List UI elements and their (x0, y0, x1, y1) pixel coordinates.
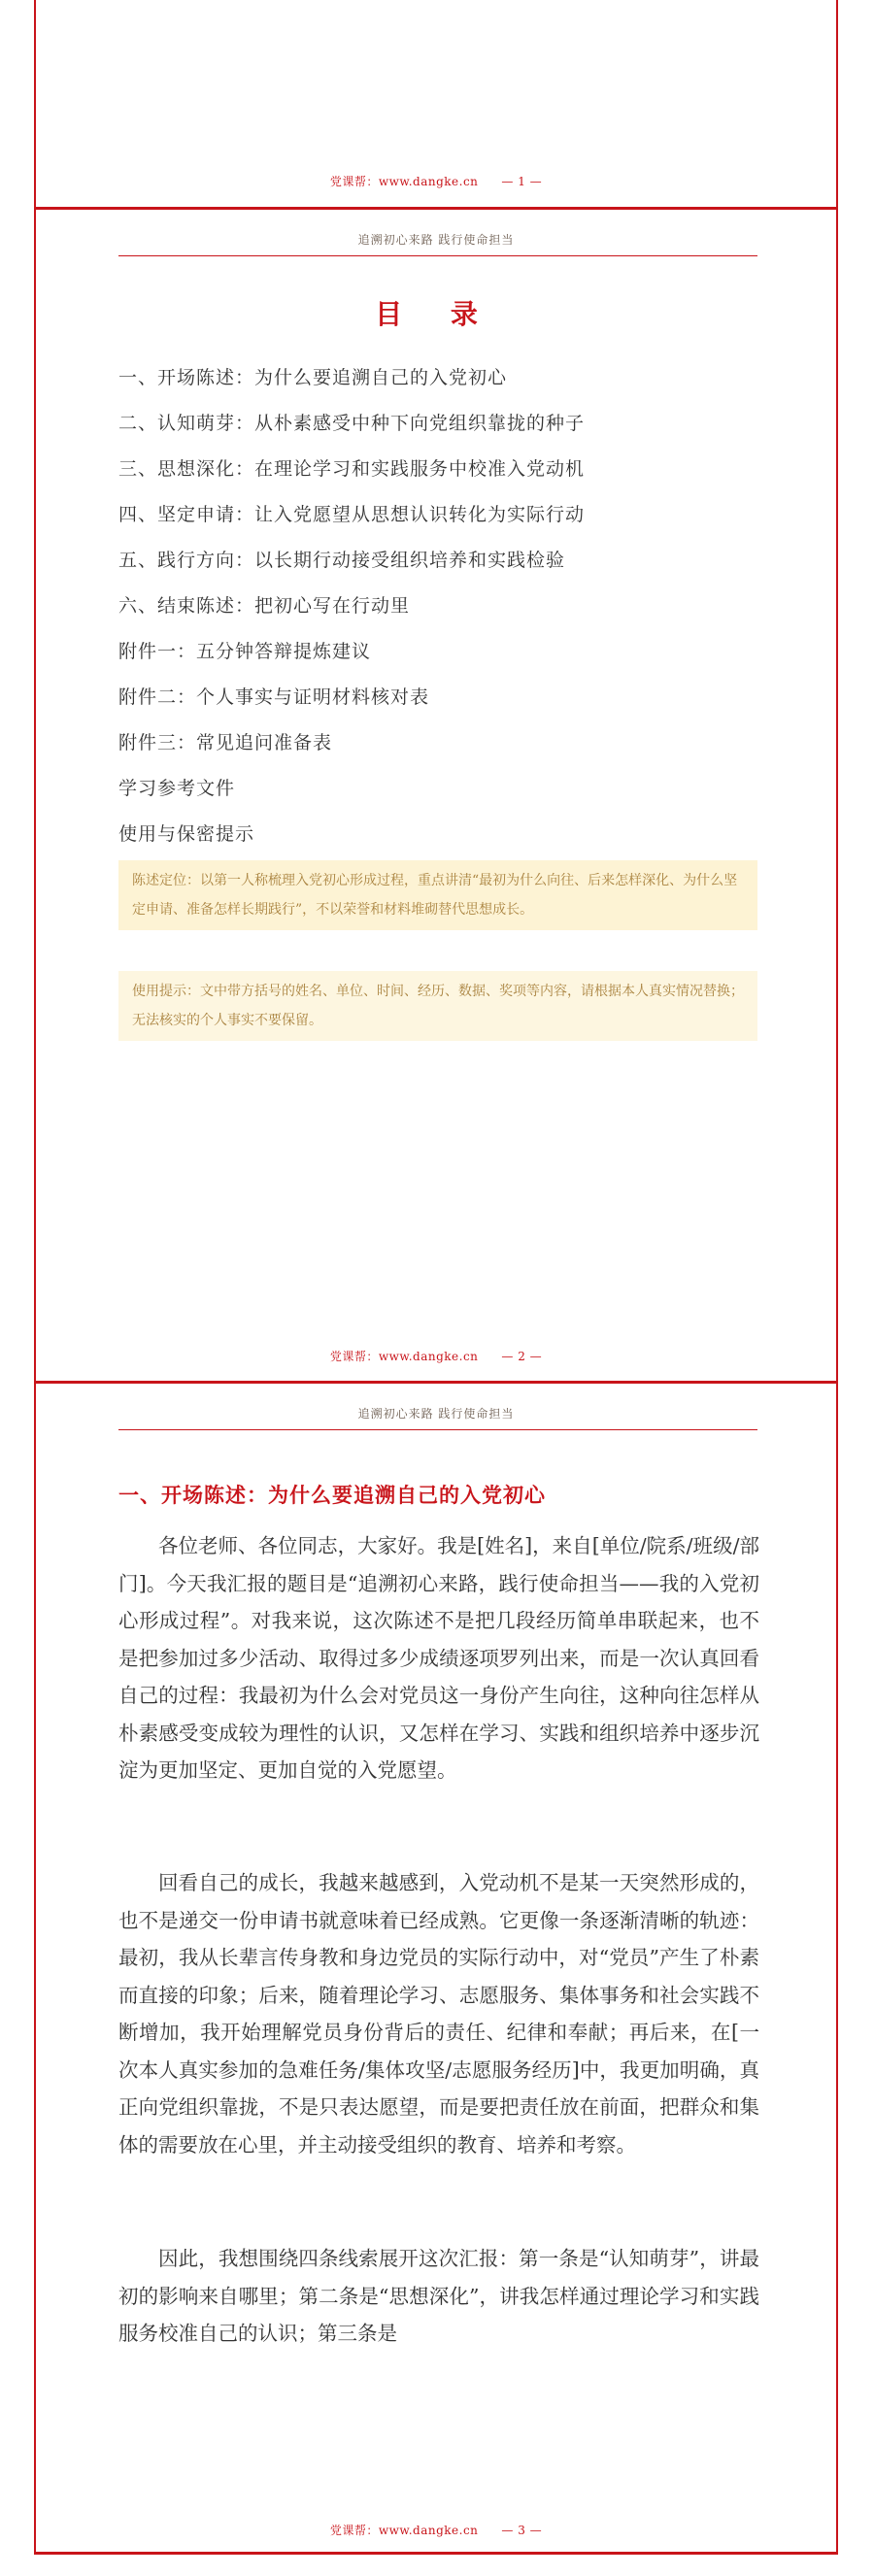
toc-item[interactable]: 学习参考文件 (118, 778, 236, 799)
running-header: 追溯初心来路 践行使命担当 (357, 233, 515, 247)
toc-item[interactable]: 附件三：常见追问准备表 (118, 732, 333, 753)
page-footer (36, 1348, 836, 1364)
body-paragraph: 因此，我想围绕四条线索展开这次汇报：第一条是“认知萌芽”，讲最初的影响来自哪里；第二条是“思想深化”，讲我怎样通过理论学习和实践服务校准自己的认识；第三条是 (118, 2247, 759, 2345)
toc-item[interactable]: 六、结束陈述：把初心写在行动里 (118, 595, 411, 617)
running-header: 追溯初心来路 践行使命担当 (357, 1407, 515, 1421)
page-2 (34, 210, 838, 1381)
toc-list (118, 355, 779, 857)
page-number: — 1 — (501, 175, 543, 188)
page-1 (34, 0, 838, 207)
page-divider (34, 2552, 838, 2555)
footer-site: 党课帮：www.dangke.cn (329, 1350, 479, 1363)
footer-site: 党课帮：www.dangke.cn (329, 175, 479, 188)
toc-item[interactable]: 使用与保密提示 (118, 823, 255, 845)
toc-title: 目 录 (375, 298, 497, 330)
page-3 (34, 1384, 838, 2552)
body-paragraph: 各位老师、各位同志，大家好。我是[姓名]，来自[单位/院系/班级/部门]。今天我汇报的题目是“追溯初心来路，践行使命担当——我的入党初心形成过程”。对我来说，这次陈述不是把几段经历简单串联起来，也不是把参加过多少活动、取得过多少成绩逐项罗列出来，而是一次认真回看自己的过程：我最初为什么会对党员这一身份产生向往，这种向往怎样从朴素感受变成较为理性的认识，又怎样在学习、实践和组织培养中逐步沉淀为更加坚定、更加自觉的入党愿望。 (118, 1534, 759, 1782)
page-footer (36, 173, 836, 189)
toc-item[interactable]: 附件二：个人事实与证明材料核对表 (118, 686, 430, 708)
toc-item[interactable]: 附件一：五分钟答辩提炼建议 (118, 641, 372, 662)
toc-item[interactable]: 二、认知萌芽：从朴素感受中种下向党组织靠拢的种子 (118, 413, 586, 434)
toc-item[interactable]: 三、思想深化：在理论学习和实践服务中校准入党动机 (118, 458, 586, 480)
footer-site: 党课帮：www.dangke.cn (329, 2524, 479, 2537)
positioning-note: 陈述定位：以第一人称梳理入党初心形成过程，重点讲清“最初为什么向往、后来怎样深化、为什么坚定申请、准备怎样长期践行”，不以荣誉和材料堆砌替代思想成长。 (118, 860, 757, 930)
header-rule (118, 255, 757, 256)
page-footer (36, 2522, 836, 2538)
header-rule (118, 1429, 757, 1430)
page-number: — 2 — (501, 1350, 543, 1363)
toc-item[interactable]: 四、坚定申请：让入党愿望从思想认识转化为实际行动 (118, 504, 586, 525)
page-number: — 3 — (501, 2524, 543, 2537)
section-title: 一、开场陈述：为什么要追溯自己的入党初心 (118, 1484, 546, 1507)
usage-note: 使用提示：文中带方括号的姓名、单位、时间、经历、数据、奖项等内容，请根据本人真实情况替换；无法核实的个人事实不要保留。 (118, 971, 757, 1041)
body-paragraph: 回看自己的成长，我越来越感到，入党动机不是某一天突然形成的，也不是递交一份申请书就意味着已经成熟。它更像一条逐渐清晰的轨迹：最初，我从长辈言传身教和身边党员的实际行动中，对“党员”产生了朴素而直接的印象；后来，随着理论学习、志愿服务、集体事务和社会实践不断增加，我开始理解党员身份背后的责任、纪律和奉献；再后来，在[一次本人真实参加的急难任务/集体攻坚/志愿服务经历]中，我更加明确，真正向党组织靠拢，不是只表达愿望，而是要把责任放在前面，把群众和集体的需要放在心里，并主动接受组织的教育、培养和考察。 (118, 1871, 759, 2157)
toc-item[interactable]: 五、践行方向：以长期行动接受组织培养和实践检验 (118, 550, 566, 571)
toc-item[interactable]: 一、开场陈述：为什么要追溯自己的入党初心 (118, 367, 508, 388)
